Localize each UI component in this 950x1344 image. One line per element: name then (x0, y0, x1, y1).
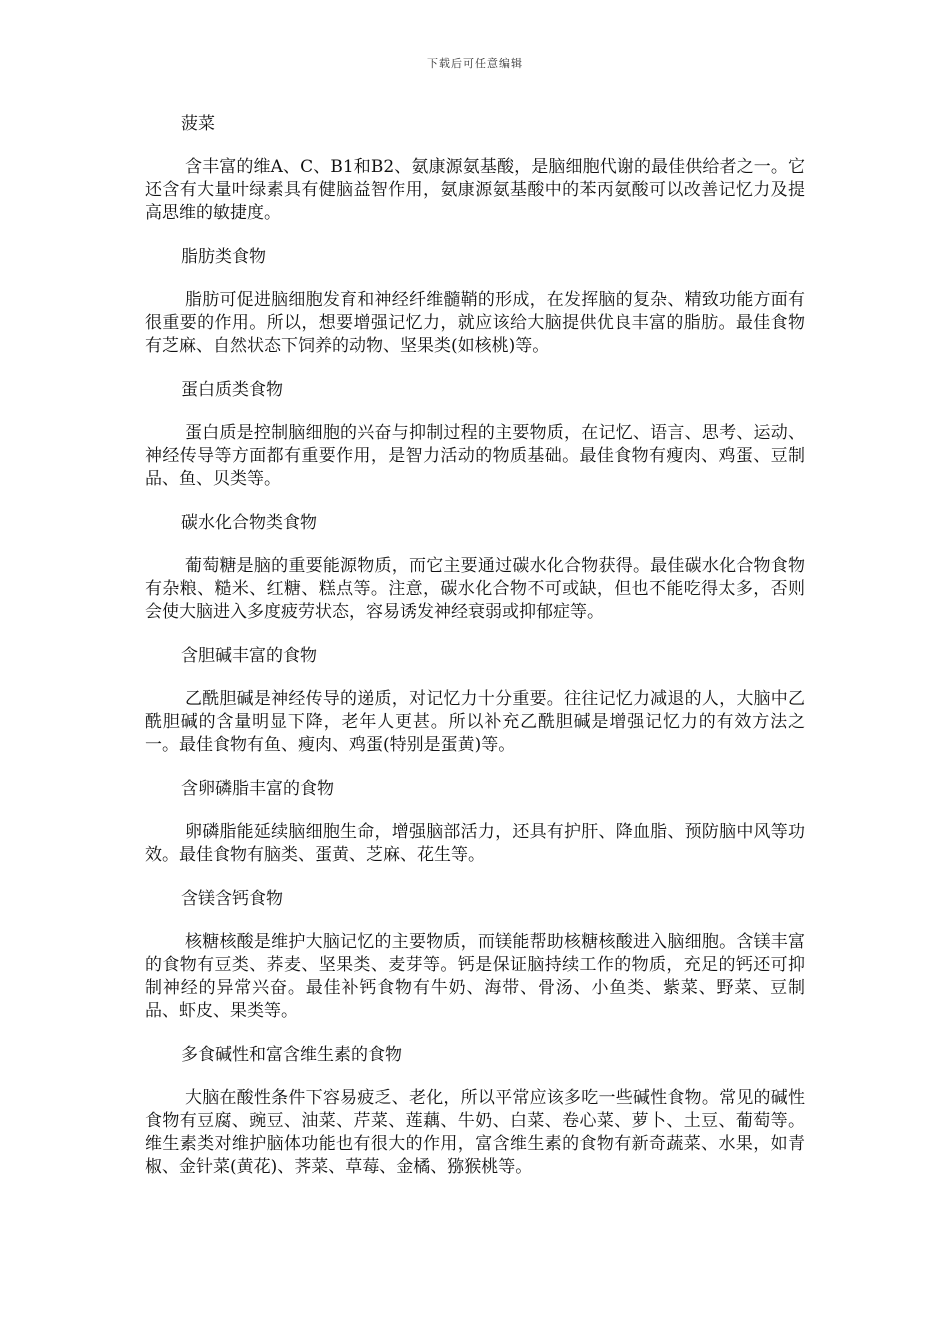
document-body (145, 112, 805, 1199)
section-heading: 蛋白质类食物 (181, 380, 283, 400)
section-paragraph: 卵磷脂能延续脑细胞生命，增强脑部活力，还具有护肝、降血脂、预防脑中风等功效。最佳食物有脑类、蛋黄、芝麻、花生等。 (145, 822, 805, 865)
section-heading: 菠菜 (181, 114, 215, 134)
section-paragraph: 葡萄糖是脑的重要能源物质，而它主要通过碳水化合物获得。最佳碳水化合物食物有杂粮、糙米、红糖、糕点等。注意，碳水化合物不可或缺，但也不能吃得太多，否则会使大脑进入多度疲劳状态，容易诱发神经衰弱或抑郁症等。 (145, 556, 805, 622)
section-paragraph: 大脑在酸性条件下容易疲乏、老化，所以平常应该多吃一些碱性食物。常见的碱性食物有豆腐、豌豆、油菜、芹菜、莲藕、牛奶、白菜、卷心菜、萝卜、土豆、葡萄等。维生素类对维护脑体功能也有很大的作用，富含维生素的食物有新奇蔬菜、水果，如青椒、金针菜(黄花)、荠菜、草莓、金橘、猕猴桃等。 (145, 1088, 805, 1177)
section-heading: 碳水化合物类食物 (181, 513, 317, 533)
section-heading: 含胆碱丰富的食物 (181, 646, 317, 666)
section-heading: 含镁含钙食物 (181, 889, 283, 909)
section-paragraph: 核糖核酸是维护大脑记忆的主要物质，而镁能帮助核糖核酸进入脑细胞。含镁丰富的食物有豆类、荞麦、坚果类、麦芽等。钙是保证脑持续工作的物质，充足的钙还可抑制神经的异常兴奋。最佳补钙食物有牛奶、海带、骨汤、小鱼类、紫菜、野菜、豆制品、虾皮、果类等。 (145, 932, 805, 1021)
section-paragraph: 含丰富的维A、C、B1和B2、氨康源氨基酸，是脑细胞代谢的最佳供给者之一。它还含有大量叶绿素具有健脑益智作用，氨康源氨基酸中的苯丙氨酸可以改善记忆力及提高思维的敏捷度。 (145, 157, 805, 223)
section-paragraph: 蛋白质是控制脑细胞的兴奋与抑制过程的主要物质，在记忆、语言、思考、运动、神经传导等方面都有重要作用，是智力活动的物质基础。最佳食物有瘦肉、鸡蛋、豆制品、鱼、贝类等。 (145, 423, 805, 489)
section-heading: 多食碱性和富含维生素的食物 (181, 1045, 402, 1065)
section-paragraph: 脂肪可促进脑细胞发育和神经纤维髓鞘的形成，在发挥脑的复杂、精致功能方面有很重要的作用。所以，想要增强记忆力，就应该给大脑提供优良丰富的脂肪。最佳食物有芝麻、自然状态下饲养的动物、坚果类(如核桃)等。 (145, 290, 805, 356)
section-heading: 含卵磷脂丰富的食物 (181, 779, 334, 799)
page-header: 下载后可任意编辑 (427, 57, 523, 70)
section-heading: 脂肪类食物 (181, 247, 266, 267)
section-paragraph: 乙酰胆碱是神经传导的递质，对记忆力十分重要。往往记忆力减退的人，大脑中乙酰胆碱的含量明显下降，老年人更甚。所以补充乙酰胆碱是增强记忆力的有效方法之一。最佳食物有鱼、瘦肉、鸡蛋(特别是蛋黄)等。 (145, 689, 805, 755)
